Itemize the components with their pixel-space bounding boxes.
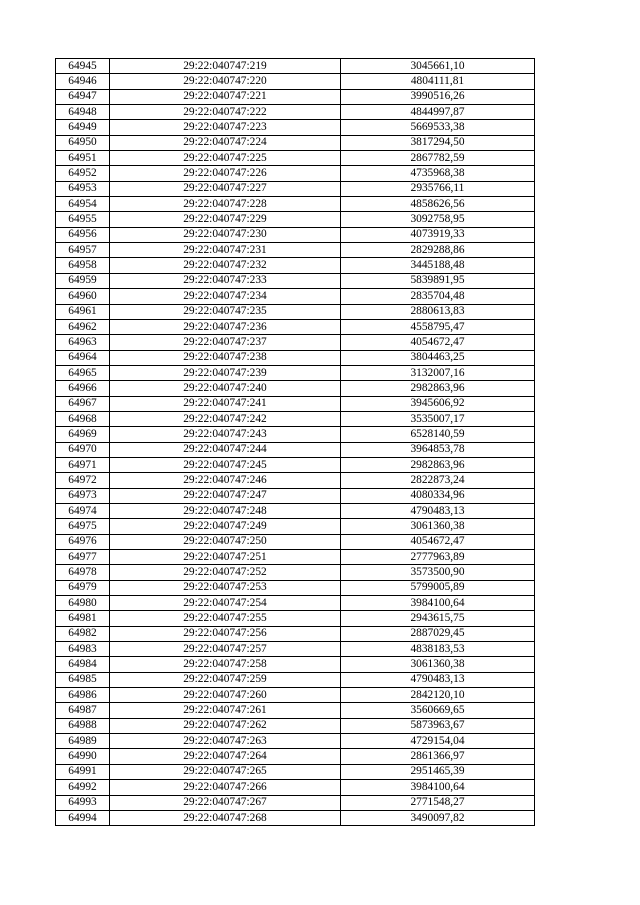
row-number-cell: 64964 — [56, 350, 110, 365]
cadastral-value-cell: 6528140,59 — [341, 427, 535, 442]
cadastral-value-cell: 4790483,13 — [341, 503, 535, 518]
cadastral-value-table — [55, 58, 535, 826]
table-row — [56, 135, 535, 150]
table-row — [56, 596, 535, 611]
table-row — [56, 350, 535, 365]
cadastral-value-cell: 3045661,10 — [341, 59, 535, 74]
table-row — [56, 427, 535, 442]
cadastral-number-cell: 29:22:040747:246 — [110, 473, 341, 488]
cadastral-value-cell: 2842120,10 — [341, 688, 535, 703]
cadastral-number-cell: 29:22:040747:260 — [110, 688, 341, 703]
row-number-cell: 64993 — [56, 795, 110, 810]
cadastral-number-cell: 29:22:040747:230 — [110, 227, 341, 242]
cadastral-number-cell: 29:22:040747:267 — [110, 795, 341, 810]
cadastral-number-cell: 29:22:040747:229 — [110, 212, 341, 227]
table-row — [56, 89, 535, 104]
table-row — [56, 657, 535, 672]
row-number-cell: 64978 — [56, 565, 110, 580]
row-number-cell: 64992 — [56, 780, 110, 795]
cadastral-value-cell: 4054672,47 — [341, 335, 535, 350]
cadastral-value-cell: 4804111,81 — [341, 74, 535, 89]
cadastral-number-cell: 29:22:040747:224 — [110, 135, 341, 150]
cadastral-number-cell: 29:22:040747:226 — [110, 166, 341, 181]
row-number-cell: 64987 — [56, 703, 110, 718]
row-number-cell: 64953 — [56, 181, 110, 196]
cadastral-value-cell: 2880613,83 — [341, 304, 535, 319]
cadastral-number-cell: 29:22:040747:239 — [110, 365, 341, 380]
cadastral-value-cell: 3945606,92 — [341, 396, 535, 411]
table-row — [56, 734, 535, 749]
cadastral-value-cell: 4729154,04 — [341, 734, 535, 749]
row-number-cell: 64950 — [56, 135, 110, 150]
cadastral-value-cell: 2777963,89 — [341, 550, 535, 565]
table-row — [56, 457, 535, 472]
row-number-cell: 64970 — [56, 442, 110, 457]
row-number-cell: 64984 — [56, 657, 110, 672]
cadastral-number-cell: 29:22:040747:268 — [110, 810, 341, 825]
table-row — [56, 59, 535, 74]
cadastral-number-cell: 29:22:040747:241 — [110, 396, 341, 411]
table-row — [56, 672, 535, 687]
row-number-cell: 64971 — [56, 457, 110, 472]
table-row — [56, 304, 535, 319]
table-row — [56, 151, 535, 166]
cadastral-value-cell: 4790483,13 — [341, 672, 535, 687]
cadastral-number-cell: 29:22:040747:266 — [110, 780, 341, 795]
row-number-cell: 64966 — [56, 381, 110, 396]
cadastral-number-cell: 29:22:040747:232 — [110, 258, 341, 273]
table-row — [56, 227, 535, 242]
table-row — [56, 365, 535, 380]
table-row — [56, 197, 535, 212]
table-row — [56, 780, 535, 795]
table-row — [56, 580, 535, 595]
table-row — [56, 473, 535, 488]
cadastral-number-cell: 29:22:040747:257 — [110, 642, 341, 657]
table-row — [56, 411, 535, 426]
cadastral-number-cell: 29:22:040747:264 — [110, 749, 341, 764]
cadastral-value-cell: 5669533,38 — [341, 120, 535, 135]
table-row — [56, 795, 535, 810]
cadastral-value-cell: 5799005,89 — [341, 580, 535, 595]
table-row — [56, 258, 535, 273]
row-number-cell: 64980 — [56, 596, 110, 611]
row-number-cell: 64955 — [56, 212, 110, 227]
cadastral-value-cell: 3535007,17 — [341, 411, 535, 426]
cadastral-number-cell: 29:22:040747:220 — [110, 74, 341, 89]
table-row — [56, 764, 535, 779]
cadastral-number-cell: 29:22:040747:221 — [110, 89, 341, 104]
cadastral-value-cell: 3573500,90 — [341, 565, 535, 580]
table-row — [56, 442, 535, 457]
cadastral-number-cell: 29:22:040747:227 — [110, 181, 341, 196]
cadastral-value-cell: 5873963,67 — [341, 718, 535, 733]
cadastral-number-cell: 29:22:040747:253 — [110, 580, 341, 595]
cadastral-number-cell: 29:22:040747:222 — [110, 105, 341, 120]
table-row — [56, 319, 535, 334]
row-number-cell: 64982 — [56, 626, 110, 641]
cadastral-number-cell: 29:22:040747:252 — [110, 565, 341, 580]
table-row — [56, 611, 535, 626]
cadastral-value-cell: 3061360,38 — [341, 657, 535, 672]
cadastral-number-cell: 29:22:040747:223 — [110, 120, 341, 135]
cadastral-number-cell: 29:22:040747:235 — [110, 304, 341, 319]
row-number-cell: 64975 — [56, 519, 110, 534]
cadastral-value-cell: 3990516,26 — [341, 89, 535, 104]
table-row — [56, 749, 535, 764]
table-row — [56, 503, 535, 518]
cadastral-number-cell: 29:22:040747:255 — [110, 611, 341, 626]
cadastral-number-cell: 29:22:040747:256 — [110, 626, 341, 641]
row-number-cell: 64968 — [56, 411, 110, 426]
cadastral-value-cell: 2835704,48 — [341, 289, 535, 304]
cadastral-number-cell: 29:22:040747:245 — [110, 457, 341, 472]
cadastral-value-cell: 3061360,38 — [341, 519, 535, 534]
row-number-cell: 64983 — [56, 642, 110, 657]
table-row — [56, 212, 535, 227]
table-row — [56, 703, 535, 718]
cadastral-value-cell: 2861366,97 — [341, 749, 535, 764]
table-row — [56, 105, 535, 120]
table-row — [56, 243, 535, 258]
row-number-cell: 64945 — [56, 59, 110, 74]
row-number-cell: 64962 — [56, 319, 110, 334]
table-row — [56, 335, 535, 350]
cadastral-number-cell: 29:22:040747:219 — [110, 59, 341, 74]
row-number-cell: 64960 — [56, 289, 110, 304]
cadastral-value-cell: 5839891,95 — [341, 273, 535, 288]
row-number-cell: 64967 — [56, 396, 110, 411]
cadastral-number-cell: 29:22:040747:242 — [110, 411, 341, 426]
cadastral-number-cell: 29:22:040747:248 — [110, 503, 341, 518]
table-row — [56, 74, 535, 89]
row-number-cell: 64947 — [56, 89, 110, 104]
cadastral-number-cell: 29:22:040747:244 — [110, 442, 341, 457]
cadastral-value-cell: 2982863,96 — [341, 457, 535, 472]
table-row — [56, 289, 535, 304]
table-row — [56, 642, 535, 657]
cadastral-value-cell: 3984100,64 — [341, 596, 535, 611]
cadastral-number-cell: 29:22:040747:240 — [110, 381, 341, 396]
table-row — [56, 273, 535, 288]
row-number-cell: 64965 — [56, 365, 110, 380]
cadastral-number-cell: 29:22:040747:247 — [110, 488, 341, 503]
cadastral-value-cell: 4054672,47 — [341, 534, 535, 549]
cadastral-number-cell: 29:22:040747:259 — [110, 672, 341, 687]
cadastral-number-cell: 29:22:040747:251 — [110, 550, 341, 565]
table-body — [56, 59, 535, 826]
table-row — [56, 626, 535, 641]
table-row — [56, 396, 535, 411]
cadastral-value-cell: 2822873,24 — [341, 473, 535, 488]
cadastral-value-cell: 3560669,65 — [341, 703, 535, 718]
cadastral-value-cell: 3132007,16 — [341, 365, 535, 380]
cadastral-value-cell: 2951465,39 — [341, 764, 535, 779]
row-number-cell: 64994 — [56, 810, 110, 825]
cadastral-value-cell: 4735968,38 — [341, 166, 535, 181]
row-number-cell: 64986 — [56, 688, 110, 703]
row-number-cell: 64957 — [56, 243, 110, 258]
row-number-cell: 64958 — [56, 258, 110, 273]
cadastral-number-cell: 29:22:040747:249 — [110, 519, 341, 534]
cadastral-value-cell: 3984100,64 — [341, 780, 535, 795]
table-row — [56, 381, 535, 396]
table-row — [56, 519, 535, 534]
cadastral-number-cell: 29:22:040747:263 — [110, 734, 341, 749]
cadastral-number-cell: 29:22:040747:233 — [110, 273, 341, 288]
cadastral-number-cell: 29:22:040747:237 — [110, 335, 341, 350]
cadastral-value-cell: 3804463,25 — [341, 350, 535, 365]
cadastral-value-cell: 2982863,96 — [341, 381, 535, 396]
table-row — [56, 565, 535, 580]
row-number-cell: 64956 — [56, 227, 110, 242]
row-number-cell: 64948 — [56, 105, 110, 120]
row-number-cell: 64961 — [56, 304, 110, 319]
cadastral-number-cell: 29:22:040747:262 — [110, 718, 341, 733]
cadastral-value-cell: 2935766,11 — [341, 181, 535, 196]
cadastral-value-cell: 2887029,45 — [341, 626, 535, 641]
table-row — [56, 718, 535, 733]
row-number-cell: 64951 — [56, 151, 110, 166]
cadastral-value-cell: 4858626,56 — [341, 197, 535, 212]
table-row — [56, 688, 535, 703]
table-row — [56, 810, 535, 825]
row-number-cell: 64963 — [56, 335, 110, 350]
cadastral-number-cell: 29:22:040747:254 — [110, 596, 341, 611]
row-number-cell: 64989 — [56, 734, 110, 749]
table-row — [56, 166, 535, 181]
table-row — [56, 550, 535, 565]
cadastral-value-cell: 3092758,95 — [341, 212, 535, 227]
cadastral-value-cell: 3445188,48 — [341, 258, 535, 273]
row-number-cell: 64972 — [56, 473, 110, 488]
cadastral-number-cell: 29:22:040747:231 — [110, 243, 341, 258]
cadastral-value-cell: 3964853,78 — [341, 442, 535, 457]
row-number-cell: 64981 — [56, 611, 110, 626]
cadastral-value-cell: 4838183,53 — [341, 642, 535, 657]
cadastral-number-cell: 29:22:040747:250 — [110, 534, 341, 549]
cadastral-value-cell: 2771548,27 — [341, 795, 535, 810]
row-number-cell: 64969 — [56, 427, 110, 442]
cadastral-number-cell: 29:22:040747:258 — [110, 657, 341, 672]
cadastral-value-cell: 2943615,75 — [341, 611, 535, 626]
row-number-cell: 64949 — [56, 120, 110, 135]
table-row — [56, 181, 535, 196]
cadastral-value-cell: 4558795,47 — [341, 319, 535, 334]
cadastral-number-cell: 29:22:040747:238 — [110, 350, 341, 365]
row-number-cell: 64991 — [56, 764, 110, 779]
row-number-cell: 64988 — [56, 718, 110, 733]
cadastral-number-cell: 29:22:040747:261 — [110, 703, 341, 718]
row-number-cell: 64974 — [56, 503, 110, 518]
table-row — [56, 534, 535, 549]
row-number-cell: 64959 — [56, 273, 110, 288]
cadastral-value-cell: 4080334,96 — [341, 488, 535, 503]
row-number-cell: 64946 — [56, 74, 110, 89]
cadastral-value-cell: 2867782,59 — [341, 151, 535, 166]
row-number-cell: 64976 — [56, 534, 110, 549]
cadastral-value-cell: 4073919,33 — [341, 227, 535, 242]
table-row — [56, 120, 535, 135]
cadastral-number-cell: 29:22:040747:265 — [110, 764, 341, 779]
table-row — [56, 488, 535, 503]
row-number-cell: 64954 — [56, 197, 110, 212]
cadastral-number-cell: 29:22:040747:225 — [110, 151, 341, 166]
row-number-cell: 64990 — [56, 749, 110, 764]
cadastral-number-cell: 29:22:040747:228 — [110, 197, 341, 212]
row-number-cell: 64973 — [56, 488, 110, 503]
cadastral-number-cell: 29:22:040747:243 — [110, 427, 341, 442]
cadastral-number-cell: 29:22:040747:236 — [110, 319, 341, 334]
cadastral-number-cell: 29:22:040747:234 — [110, 289, 341, 304]
cadastral-value-cell: 3490097,82 — [341, 810, 535, 825]
cadastral-value-cell: 2829288,86 — [341, 243, 535, 258]
cadastral-value-cell: 3817294,50 — [341, 135, 535, 150]
row-number-cell: 64985 — [56, 672, 110, 687]
row-number-cell: 64952 — [56, 166, 110, 181]
cadastral-value-cell: 4844997,87 — [341, 105, 535, 120]
row-number-cell: 64979 — [56, 580, 110, 595]
row-number-cell: 64977 — [56, 550, 110, 565]
